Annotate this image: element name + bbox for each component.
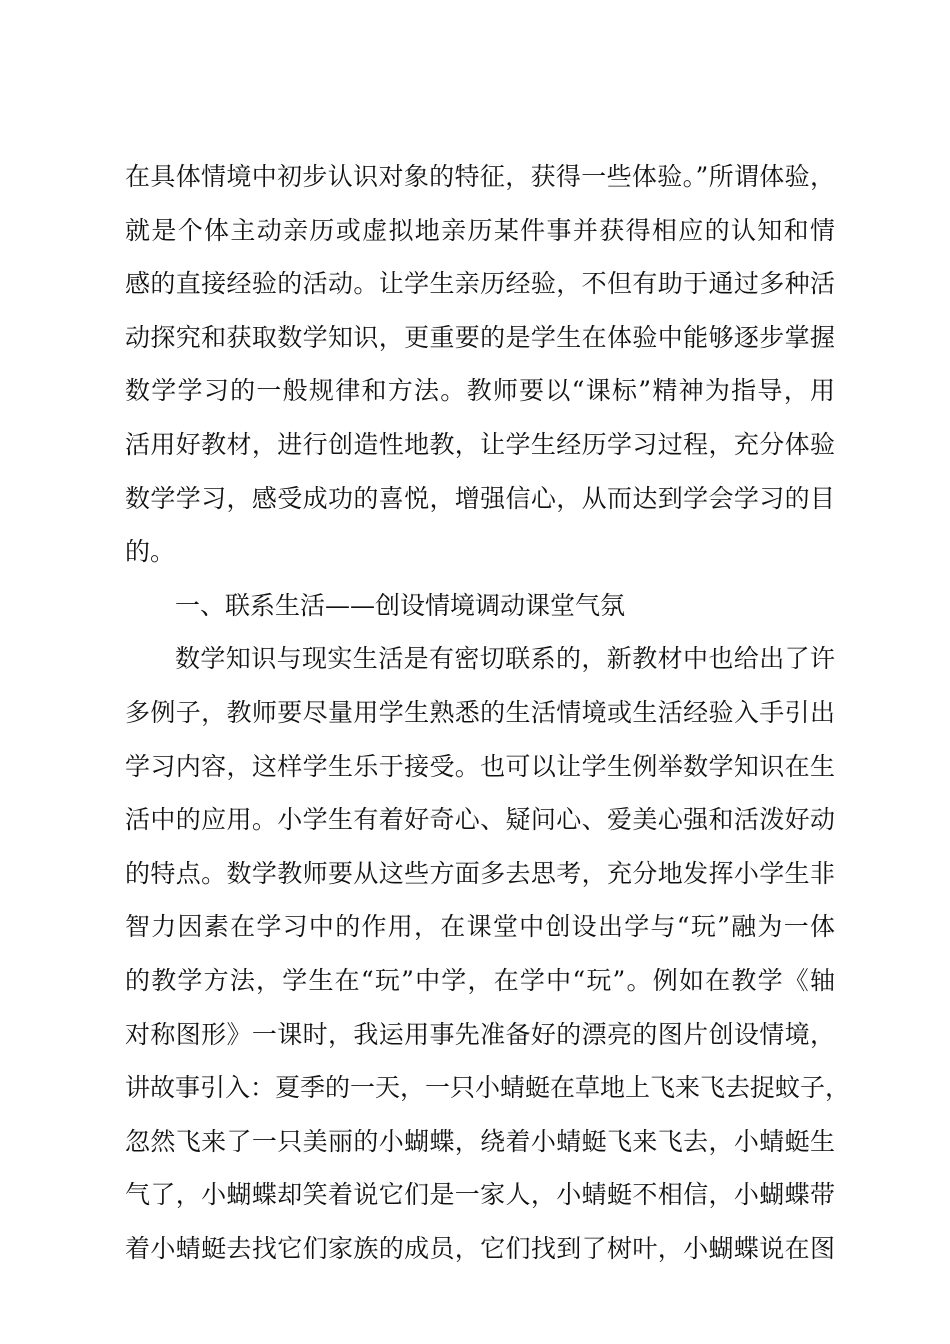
text-line: 的特点。数学教师要从这些方面多去思考，充分地发挥小学生非	[125, 858, 835, 888]
text-line: 忽然飞来了一只美丽的小蝴蝶，绕着小蜻蜓飞来飞去，小蜻蜓生	[125, 1126, 835, 1156]
body-text	[125, 155, 851, 1280]
text-line: 对称图形》一课时，我运用事先准备好的漂亮的图片创设情境，	[125, 1019, 835, 1049]
text-line: 数学学习的一般规律和方法。教师要以“课标”精神为指导，用	[125, 376, 835, 406]
text-line: 的教学方法，学生在“玩”中学，在学中“玩”。例如在教学《轴	[125, 965, 835, 995]
text-line: 气了，小蝴蝶却笑着说它们是一家人，小蜻蜓不相信，小蝴蝶带	[125, 1180, 835, 1210]
text-line: 活用好教材，进行创造性地教，让学生经历学习过程，充分体验	[125, 429, 835, 459]
text-line: 智力因素在学习中的作用，在课堂中创设出学与“玩”融为一体	[125, 912, 835, 942]
section-heading: 一、联系生活——创设情境调动课堂气氛	[175, 590, 626, 620]
text-line: 感的直接经验的活动。让学生亲历经验，不但有助于通过多种活	[125, 269, 835, 299]
text-line: 的。	[125, 537, 176, 567]
text-line: 讲故事引入：夏季的一天，一只小蜻蜓在草地上飞来飞去捉蚊子，	[125, 1073, 851, 1103]
text-line: 就是个体主动亲历或虚拟地亲历某件事并获得相应的认知和情	[125, 215, 835, 245]
text-line: 数学知识与现实生活是有密切联系的，新教材中也给出了许	[175, 644, 835, 674]
text-line: 在具体情境中初步认识对象的特征，获得一些体验。”所谓体验，	[125, 162, 835, 191]
text-line: 学习内容，这样学生乐于接受。也可以让学生例举数学知识在生	[125, 751, 835, 781]
text-line: 多例子，教师要尽量用学生熟悉的生活情境或生活经验入手引出	[125, 697, 835, 727]
text-line: 活中的应用。小学生有着好奇心、疑问心、爱美心强和活泼好动	[125, 805, 835, 835]
text-line: 着小蜻蜓去找它们家族的成员，它们找到了树叶，小蝴蝶说在图	[125, 1233, 835, 1263]
text-line: 动探究和获取数学知识，更重要的是学生在体验中能够逐步掌握	[125, 322, 835, 352]
text-line: 数学学习，感受成功的喜悦，增强信心，从而达到学会学习的目	[125, 483, 835, 513]
